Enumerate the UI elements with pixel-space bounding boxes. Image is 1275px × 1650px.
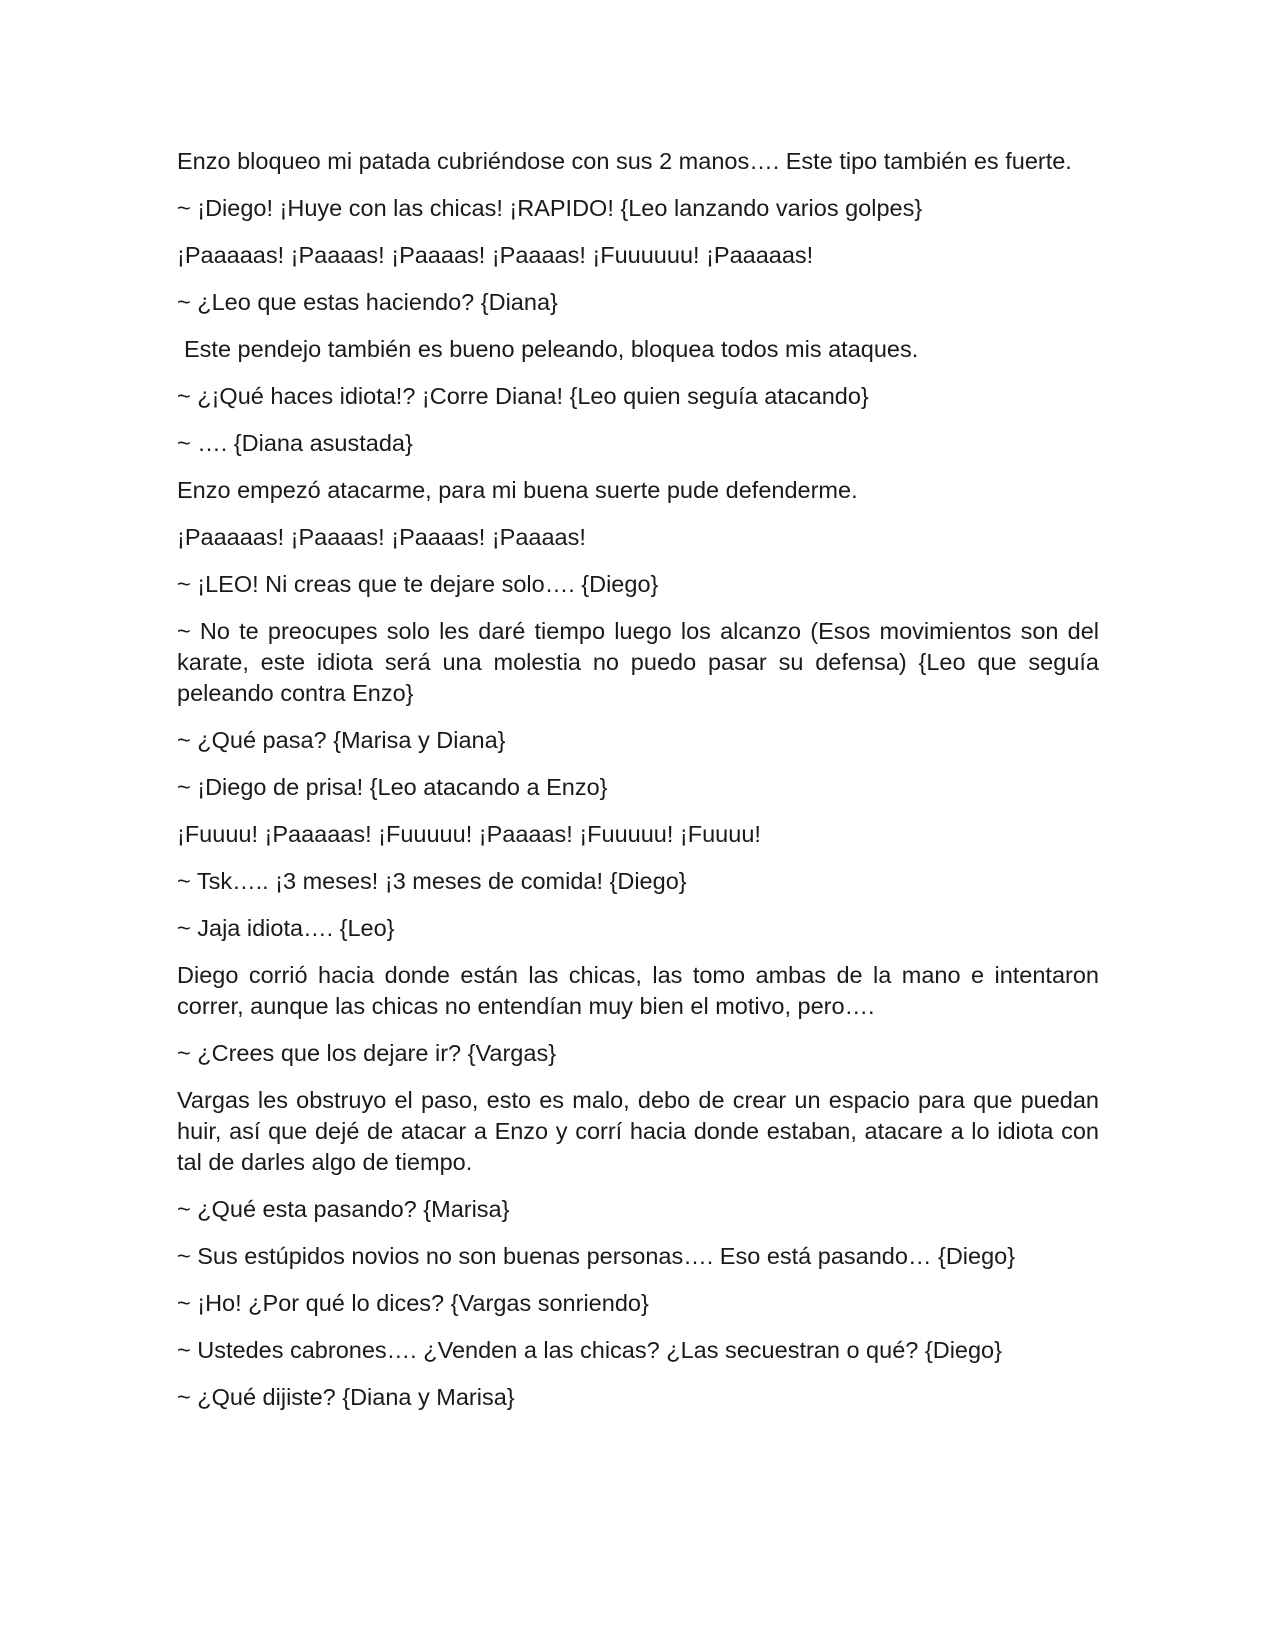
sound-effect-line: ¡Fuuuu! ¡Paaaaas! ¡Fuuuuu! ¡Paaaas! ¡Fuuuuu! ¡Fuuuu! — [177, 821, 761, 847]
dialogue-line: ~ Jaja idiota…. {Leo} — [177, 915, 395, 941]
dialogue-line: ~ Sus estúpidos novios no son buenas personas…. Eso está pasando… {Diego} — [177, 1243, 1016, 1269]
sound-effect-line: ¡Paaaaas! ¡Paaaas! ¡Paaaas! ¡Paaaas! ¡Fuuuuuu! ¡Paaaaas! — [177, 242, 814, 268]
dialogue-line: ~ ¿Crees que los dejare ir? {Vargas} — [177, 1040, 557, 1066]
dialogue-line: ~ ¿Qué esta pasando? {Marisa} — [177, 1196, 510, 1222]
narration-paragraph: Diego corrió hacia donde están las chicas, las tomo ambas de la mano e intentaron correr, aunque las chicas no entendían muy bien el motivo, pero…. — [177, 962, 1099, 1019]
dialogue-line: ~ ¿¡Qué haces idiota!? ¡Corre Diana! {Leo quien seguía atacando} — [177, 383, 869, 409]
narration-paragraph: Enzo bloqueo mi patada cubriéndose con sus 2 manos…. Este tipo también es fuerte. — [177, 148, 1072, 174]
dialogue-line: ~ ¡Diego de prisa! {Leo atacando a Enzo} — [177, 774, 608, 800]
narration-paragraph: Enzo empezó atacarme, para mi buena suerte pude defenderme. — [177, 477, 858, 503]
dialogue-line: ~ No te preocupes solo les daré tiempo luego los alcanzo (Esos movimientos son del karate, este idiota será una molestia no puedo pasar su defensa) {Leo que seguía peleando contra Enzo} — [177, 618, 1099, 706]
sound-effect-line: ¡Paaaaas! ¡Paaaas! ¡Paaaas! ¡Paaaas! — [177, 524, 586, 550]
dialogue-line: ~ ¡Ho! ¿Por qué lo dices? {Vargas sonriendo} — [177, 1290, 649, 1316]
dialogue-line: ~ ¿Leo que estas haciendo? {Diana} — [177, 289, 558, 315]
dialogue-line: ~ Tsk….. ¡3 meses! ¡3 meses de comida! {Diego} — [177, 868, 687, 894]
dialogue-line: ~ …. {Diana asustada} — [177, 430, 413, 456]
narration-paragraph: Este pendejo también es bueno peleando, bloquea todos mis ataques. — [184, 336, 919, 362]
document-page — [177, 146, 1099, 1429]
dialogue-line: ~ ¡LEO! Ni creas que te dejare solo…. {Diego} — [177, 571, 659, 597]
dialogue-line: ~ ¡Diego! ¡Huye con las chicas! ¡RAPIDO! {Leo lanzando varios golpes} — [177, 195, 923, 221]
narration-paragraph: Vargas les obstruyo el paso, esto es malo, debo de crear un espacio para que puedan huir, así que dejé de atacar a Enzo y corrí hacia donde estaban, atacare a lo idiota con tal de darles algo de tiempo. — [177, 1087, 1099, 1175]
dialogue-line: ~ ¿Qué dijiste? {Diana y Marisa} — [177, 1384, 515, 1410]
dialogue-line: ~ Ustedes cabrones…. ¿Venden a las chicas? ¿Las secuestran o qué? {Diego} — [177, 1337, 1002, 1363]
dialogue-line: ~ ¿Qué pasa? {Marisa y Diana} — [177, 727, 506, 753]
